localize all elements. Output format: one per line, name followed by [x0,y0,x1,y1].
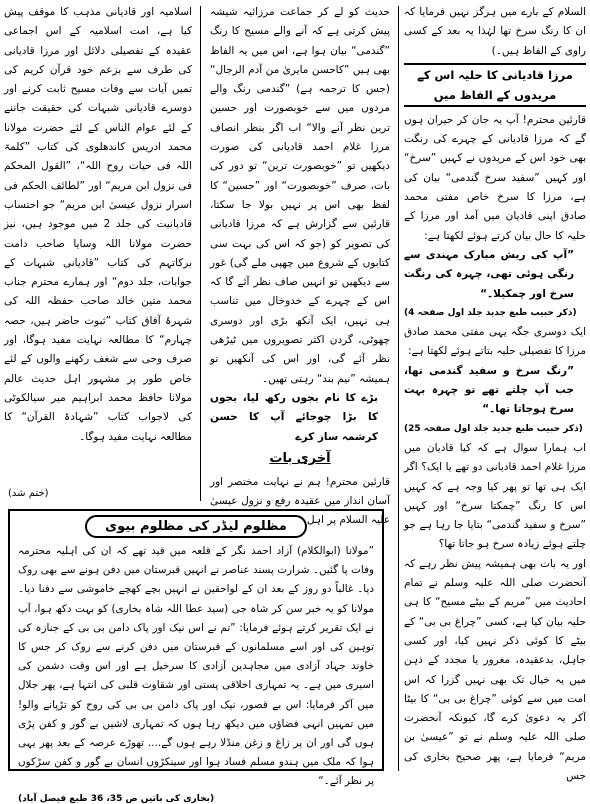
middle-verse: بڑے کا نام بجوں رکھ لیا، بجوں کا بڑا چوجائے آپ کا حسن کرشمہ ساز کرے [210,391,378,443]
left-column [4,3,192,447]
boxed-article [8,509,384,804]
reference-2: (ذکر حبیب طبع جدید جلد اول صفحہ 25) [404,423,583,434]
right-paragraph-1: السلام کے بارے میں ہرگز نہیں فرمایا کہ ان کا رنگ سرخ تھا لہٰذا یہ بعد کے کسی راوی کے الفاظ ہیں۔) [404,6,586,57]
end-mark: (ختم شد) [8,488,49,499]
right-paragraph-5: اور یہ بات بھی ہمیشہ پیش نظر رہے کہ آنحضرت صلی اللہ علیہ وسلم نے تمام احادیث میں ”مریم کے بیٹے مسیح“ کا ہی حلیہ بیان کیا ہے، کسی ”چراغ بی بی“ کے بیٹے کا کوئی ذکر نہیں کیا، اور کسی جاہل، بدعقیدہ، مغرور یا مجدد کے ذہن میں یہ خیال تک بھی نہیں گزرا کہ اس امت میں سے کوئی ”چراغ بی بی“ کا بیٹا آکر یہ دعویٰ کرے گا، کیونکہ آنحضرت صلی اللہ علیہ وسلم نے تو ”عیسیٰ بن مریم“ فرمایا ہے، پھر صحیح بخاری کی جس [404,557,586,782]
reference-1: (ذکر حبیب طبع جدید جلد اول صفحہ 4) [404,307,577,318]
column-divider [200,6,201,501]
left-paragraph-1: اسلامیہ اور قادیانی مذہب کا موقف پیش کیا ہے، امت اسلامیہ کے اس اجماعی عقیدہ کے تفصیلی دلائل اور مرزا قادیانی کی طرف سے بزعم خود قرآن کریم کی تمیں آیات سے وفات مسیح ثابت کرنے اور دوسرے قادیانی شبہات کی حقیقت جاننے کے لئے عوام الناس کے لئے حضرت مولانا محمد ادریس کاندھلوی کی کتاب ”کلمۃ اللہ فی حیات روح اللہ“، ”القول المحکم فی نزول ابن مریم“ اور ”لطائف الحکم فی اسرار نزول عیسیٰ ابن مریم“ جو احتساب قادیانیت کی جلد 2 میں موجود ہیں، نیز حضرت مولانا اللہ وسایا صاحب دامت برکاتہم کی کتاب ”قادیانی شبہات کے جوابات، جلد دوم“ اور ہمارے محترم جناب محمد متین خالد صاحب حفظہ اللہ کی شہرۂ آفاق کتاب ”ثبوت حاضر ہیں، حصہ چہارم“ کا مطالعہ نہایت مفید ہوگا، اور صرف وحی سے شغف رکھنے والوں کے لئے خاص طور پر مشہور اہل حدیث عالم مولانا حافظ محمد ابراہیم میر سیالکوٹی کی لاجواب کتاب ”شہادۃ القرآن“ کا مطالعہ نہایت مفید ہوگا۔ [4,6,192,443]
boxed-article-body: ”مولانا (ابوالکلام) آزاد احمد نگر کے قلعہ میں قید تھے کہ ان کی اہلیہ محترمہ وفات پا گئیں۔ شرارت پسند عناصر نے انہیں قبرستان میں دفن ہونے سے بھی روک دیا۔ غالباً دو روز کے بعد ان کے لواحقین نے انہیں بچے کھچے خاموشی سے دفنا دیا۔ مولانا کو یہ خبر سن کر شاہ جی (سید عطا اللہ شاہ بخاری) کو بہت دکھ ہوا، آپ نے ایک تقریر کرتے ہوئے فرمایا: ”تم نے اس نیک اور پاک دامن بی بی کے جنازہ کی توہین کی اور اسے مسلمانوں کے قبرستان میں دفن کرنے سے روک کر جس کا خاوند جہاد آزادی میں مجاہدین آزادی کا سرخیل ہے اور اس وقت دشمن کی اسیری میں ہے۔ یہ تمہاری اخلاقی پستی اور شقاوت قلبی کی انتہا ہے، پھر جلال میں آکر فرمایا: اس بے قصور، نیک اور پاک دامن بی بی کی روح کو تڑپانے والو! میں تمہیں انہی فضاؤں میں دیکھ رہا ہوں کہ تمہاری لاشیں بے گور و کفن پڑی ہوں گی اور ان پر زاغ و زغن منڈلا رہے ہوں گے.... تھوڑے عرصہ کے بعد پھر یہی ہوا کہ ملک میں ہندو مسلم فساد ہوا اور سینکڑوں انسان بے گور و کفن سڑکوں پر نظر آئے۔“ [18,545,374,788]
section-heading-last-word: آخری بات [269,450,331,466]
right-paragraph-2: قارئین محترم! آپ یہ جان کر حیران ہوں گے کہ مرزا قادیانی کے چہرے کی رنگت بھی خود اس کے مریدوں نے کہیں ”سرخ“ اور کہیں ”سفید سرخ گندمی“ بیان کی ہے، مرزا کا سرخ خاص مفتی محمد صادق اپنی قادیان میں آمد اور مرزا کے حلیہ کا حال بیان کرتے ہوئے لکھتا ہے: [404,113,586,242]
right-paragraph-3: ایک دوسری جگہ یہی مفتی محمد صادق مرزا کا تفصیلی حلیہ بتاتے ہوئے لکھتا ہے: [404,326,586,358]
column-divider [398,6,399,771]
quote-2: ”رنگ سرخ و سفید گندمی تھا، جب آپ چلتے تھے تو چہرہ بہت سرخ ہوجاتا تھا۔“ [404,364,574,416]
middle-column [210,3,390,527]
right-column [404,3,586,786]
middle-paragraph-1: حدیث کو لے کر جماعت مرزائیہ شیشہ پیش کرتی ہے کہ آنے والے مسیح کا رنگ ”گندمی“ بیان ہوا ہے، اس میں یہ الفاظ بھی ہیں ”کاحسن مایریٰ من آدم الرجال“ (جس کا ترجمہ ہے) ”گندمی رنگ والے مردوں میں سے خوبصورت اور حسین ترین نظر آنے والا“ اب اگر بنظر انصاف مرزا غلام احمد قادیانی کی صورت دیکھیں تو ”خوبصورت ترین“ تو دور کی بات، صرف ”خوبصورت“ اور ”حسین“ کا لفظ بھی اس پر نہیں بولا جا سکتا، قارئین سے گزارش ہے کہ مرزا قادیانی کی تصویر کو (جو کہ اس کی بہت سی کتابوں کے شروع میں چھپی ملے گی) غور سے دیکھیں تو انہیں صاف نظر آئے گا کہ اس کے چہرے کے خدوخال میں تناسب ہی نہیں، ایک آنکھ بڑی اور دوسری چھوٹی، گردن اکثر تصویروں میں ٹیڑھی نظر آئے گی، اور اس کی آنکھیں تو ہمیشہ ”نیم بند“ رہتی تھیں۔ [210,6,390,385]
boxed-article-title: مظلوم لیڈر کی مظلوم بیوی [85,515,307,538]
section-heading-mirza-appearance: مرزا قادیانی کا حلیہ اس کے مریدوں کے الفاظ میں [404,63,586,107]
right-paragraph-4: اب ہمارا سوال ہے کہ کیا قادیان میں مرزا غلام احمد قادیانی دو تھے یا ایک؟ اگر ایک ہی تھا تو پھر کیا وجہ ہے کہ کہیں اس کا رنگ ”چمکتا سرخ“ اور کہیں ”سرخ و سفید گندمی“ بتایا جا رہا ہے جو چلتے ہوئے زیادہ سرخ ہو جاتا تھا؟ [404,441,586,551]
boxed-article-reference: (بخاری کی باتیں ص 35، 36 طبع فیصل آباد) [18,793,215,804]
middle-paragraph-2: قارئین محترم! ہم نے نہایت مختصر اور آسان انداز میں عقیدہ رفع و نزول عیسیٰ علیہ السلام پر اہل [210,475,390,527]
quote-1: ”آپ کی ریش مبارک مہندی سے رنگی ہوئی تھی، چہرہ کی رنگت سرخ اور چمکیلا۔“ [404,248,574,300]
